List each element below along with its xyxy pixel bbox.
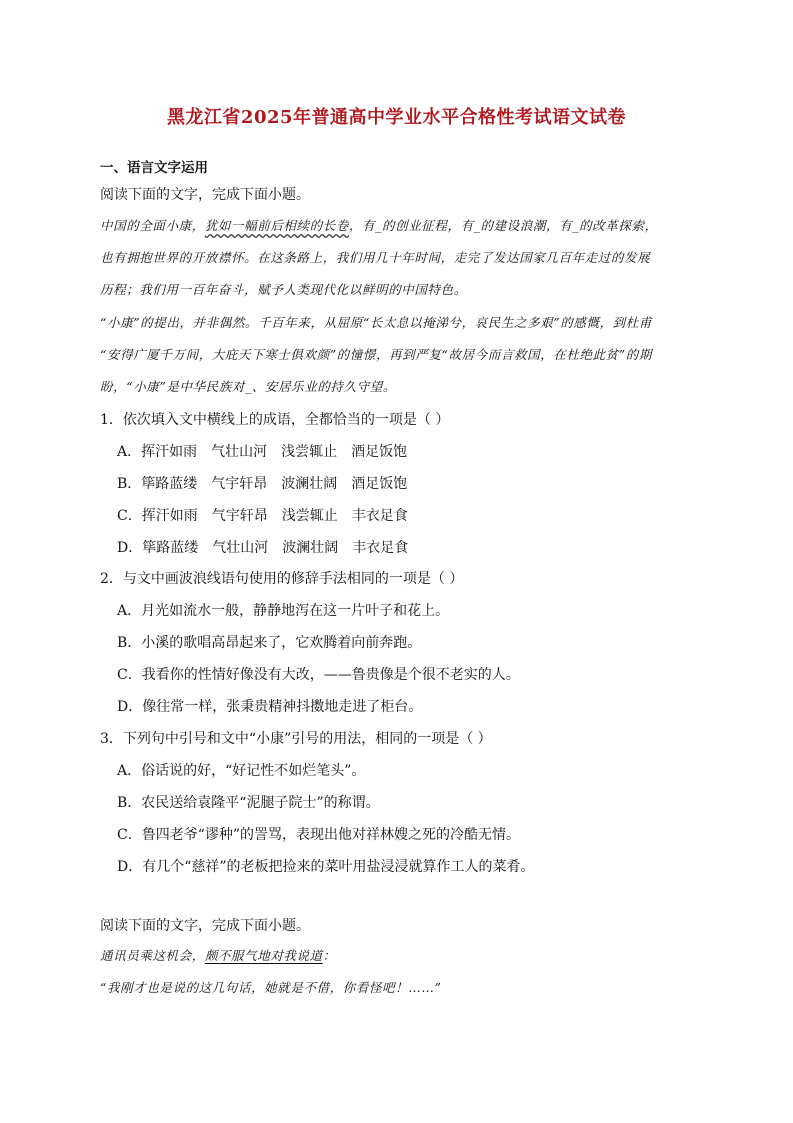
passage-line: 历程；我们用一百年奋斗，赋予人类现代化以鲜明的中国特色。 [100, 282, 467, 297]
passage-line: “我刚才也是说的这几句话，她就是不借，你看怪吧！……” [100, 980, 442, 995]
passage-line [100, 216, 658, 234]
answer-option: C．鲁四老爷“谬种”的詈骂，表现出他对祥林嫂之死的冷酷无情。 [117, 827, 521, 843]
passage-text: 中国的全面小康， [100, 218, 205, 233]
passage-text: ： [322, 948, 336, 963]
answer-option: A．俗话说的好，“好记性不如烂笔头”。 [117, 763, 366, 779]
answer-option: B．小溪的歌唱高昂起来了，它欢腾着向前奔跑。 [117, 635, 422, 651]
passage-line [100, 946, 336, 964]
answer-option: A．月光如流水一般，静静地泻在这一片叶子和花上。 [117, 603, 450, 619]
passage-text: 通讯员乘这机会， [100, 948, 205, 963]
reading-instruction: 阅读下面的文字，完成下面小题。 [100, 918, 310, 934]
passage-line: 也有拥抱世界的开放襟怀。在这条路上，我们用几十年时间，走完了发达国家几百年走过的发展 [100, 250, 651, 265]
answer-option: D．筚路蓝缕 气壮山河 波澜壮阔 丰衣足食 [117, 540, 409, 556]
wavy-underlined-sentence: 犹如一幅前后相续的长卷 [204, 218, 349, 233]
page-title: 黑龙江省2025年普通高中学业水平合格性考试语文试卷 [166, 107, 627, 128]
question-stem: 2．与文中画波浪线语句使用的修辞手法相同的一项是（ ） [100, 571, 464, 587]
answer-option: A．挥汗如雨 气壮山河 浅尝辄止 酒足饭饱 [117, 444, 408, 460]
passage-line: “小康”的提出，并非偶然。千百年来，从屈原“长太息以掩涕兮，哀民生之多艰”的感慨，到杜甫 [100, 315, 652, 330]
question-stem: 3．下列句中引号和文中“小康”引号的用法，相同的一项是（ ） [100, 731, 492, 747]
answer-option: B．农民送给袁隆平“泥腿子院士”的称谓。 [117, 795, 380, 811]
passage-text: ，有_的创业征程，有_的建设浪潮，有_的改革探索， [348, 218, 658, 233]
passage-line: 盼，“小康”是中华民族对_、安居乐业的持久守望。 [100, 379, 396, 394]
underlined-phrase: 颇不服气地对我说道 [204, 948, 323, 963]
answer-option: B．筚路蓝缕 气宇轩昂 波澜壮阔 酒足饭饱 [117, 476, 408, 492]
answer-option: D．像往常一样，张秉贵精神抖擞地走进了柜台。 [117, 699, 423, 715]
answer-option: C．我看你的性情好像没有大改，——鲁贵像是个很不老实的人。 [117, 667, 520, 683]
reading-instruction: 阅读下面的文字，完成下面小题。 [100, 187, 310, 203]
answer-option: D．有几个“慈祥”的老板把捡来的菜叶用盐浸浸就算作工人的菜肴。 [117, 859, 535, 875]
question-stem: 1．依次填入文中横线上的成语，全都恰当的一项是（ ） [100, 412, 450, 428]
passage-line: “安得广厦千万间，大庇天下寒士俱欢颜”的憧憬，再到严复“故居今而言救国，在杜绝此贫”的期 [100, 347, 652, 362]
answer-option: C．挥汗如雨 气宇轩昂 浅尝辄止 丰衣足食 [117, 508, 408, 524]
section-heading: 一、语言文字运用 [100, 160, 208, 176]
